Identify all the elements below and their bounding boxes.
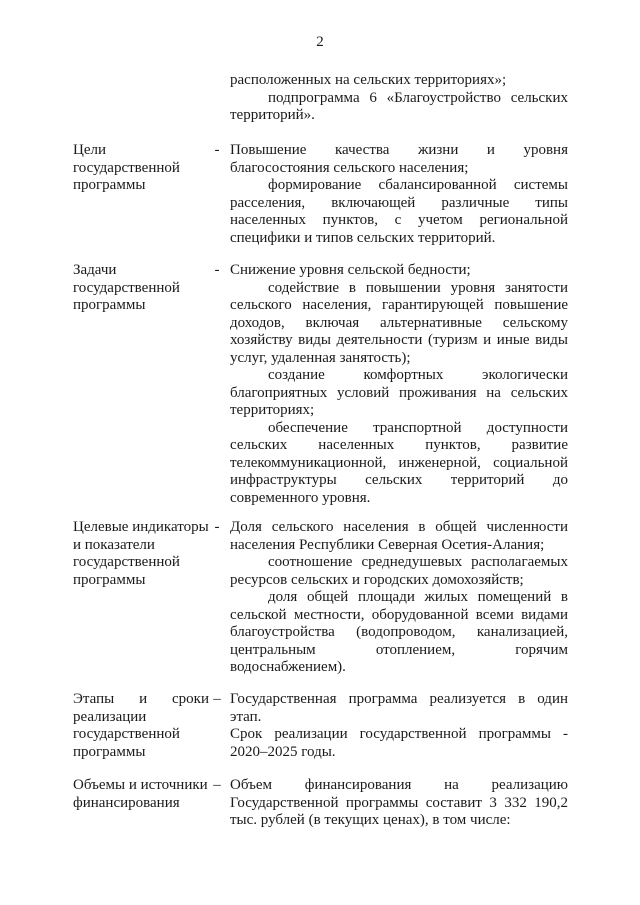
continuation-block <box>230 72 568 125</box>
paragraph: Повышение качества жизни и уровня благосостояния сельского населения; <box>230 142 568 176</box>
paragraph: создание комфортных экологически благоприятных условий проживания на сельских территориях; <box>230 367 568 418</box>
paragraph: Срок реализации государственной программы - 2020–2025 годы. <box>230 726 568 760</box>
row-dash: – <box>213 777 221 793</box>
page-number: 2 <box>316 34 324 50</box>
paragraph: Доля сельского населения в общей численности населения Республики Северная Осетия-Алания; <box>230 519 568 553</box>
paragraph: обеспечение транспортной доступности сельских населенных пунктов, развитие телекоммуникационной, инженерной, социальной инфраструктуры сельских территорий до современного уровня. <box>230 419 568 506</box>
row-dash: - <box>214 262 220 278</box>
row-dash: - <box>214 519 220 535</box>
row-content <box>230 519 568 677</box>
row-label: Объемы и источники финансирования <box>73 777 208 811</box>
row-label: Этапы и сроки реализации государственной программы <box>73 691 209 760</box>
paragraph: содействие в повышении уровня занятости сельского населения, гарантирующей повышение доходов, включая альтернативные сельскому хозяйству виды деятельности (туризм и иные виды услуг, удаленная занятость); <box>230 279 568 366</box>
paragraph: Объем финансирования на реализацию Государственной программы составит 3 332 190,2 тыс. рублей (в текущих ценах), в том числе: <box>230 777 568 828</box>
subprogram-6-text: подпрограмма 6 «Благоустройство сельских территорий». <box>230 89 568 123</box>
row-content <box>230 777 568 830</box>
row-label: Задачи государственной программы <box>73 262 180 313</box>
continuation-line: расположенных на сельских территориях»; <box>230 72 507 88</box>
paragraph: Снижение уровня сельской бедности; <box>230 262 471 278</box>
paragraph: доля общей площади жилых помещений в сельской местности, оборудованной всеми видами благоустройства (водопроводом, канализацией, центральным отоплением, горячим водоснабжением). <box>230 589 568 675</box>
row-label: Цели государственной программы <box>73 142 180 193</box>
row-content <box>230 691 568 761</box>
row-dash: - <box>214 142 220 158</box>
row-content <box>230 262 568 507</box>
paragraph: Государственная программа реализуется в один этап. <box>230 691 568 725</box>
paragraph: соотношение среднедушевых располагаемых ресурсов сельских и городских домохозяйств; <box>230 554 568 588</box>
row-label: Целевые индикаторы и показатели государственной программы <box>73 519 209 588</box>
paragraph: формирование сбалансированной системы расселения, включающей различные типы населенных пунктов, с учетом региональной специфики и типов сельских территорий. <box>230 177 568 246</box>
row-content <box>230 142 568 247</box>
row-dash: – <box>213 691 221 707</box>
